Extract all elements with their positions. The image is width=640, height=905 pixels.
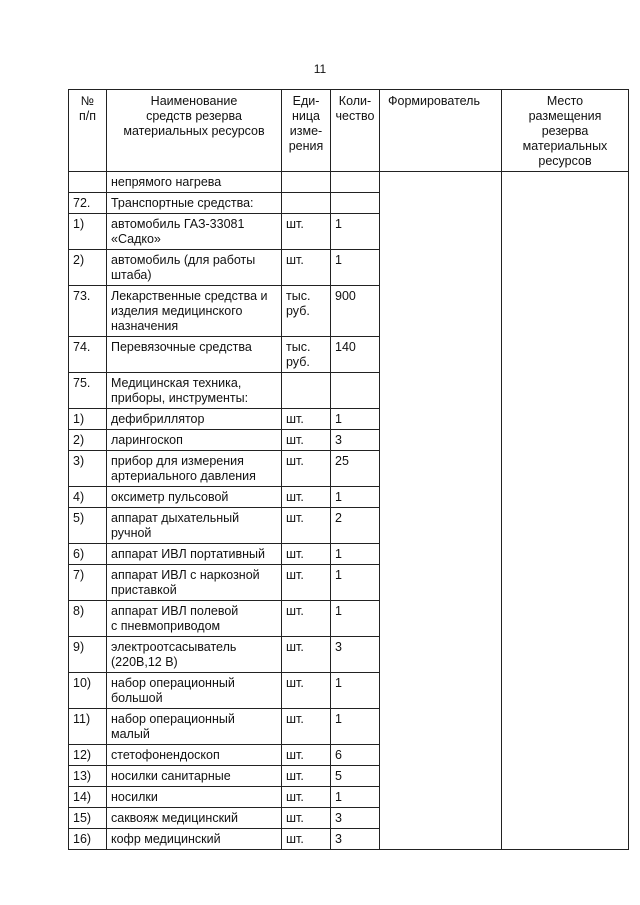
- row-unit: шт.: [282, 601, 331, 637]
- row-num: 2): [69, 250, 107, 286]
- row-unit: шт.: [282, 808, 331, 829]
- row-unit: шт.: [282, 829, 331, 850]
- row-num: [69, 172, 107, 193]
- row-unit: шт.: [282, 709, 331, 745]
- place-cell: [502, 172, 629, 850]
- row-unit: шт.: [282, 787, 331, 808]
- table-row: [69, 172, 629, 193]
- row-num: 1): [69, 214, 107, 250]
- row-qty: 3: [331, 808, 380, 829]
- row-num: 74.: [69, 337, 107, 373]
- row-unit: шт.: [282, 409, 331, 430]
- row-name: автомобиль (для работы штаба): [107, 250, 282, 286]
- row-num: 4): [69, 487, 107, 508]
- row-num: 13): [69, 766, 107, 787]
- row-name: носилки санитарные: [107, 766, 282, 787]
- table-header-row: [69, 90, 629, 172]
- row-qty: [331, 373, 380, 409]
- maker-cell: [380, 172, 502, 850]
- row-unit: шт.: [282, 214, 331, 250]
- header-name: Наименование средств резерва материальных ресурсов: [107, 90, 282, 172]
- row-num: 15): [69, 808, 107, 829]
- row-unit: шт.: [282, 451, 331, 487]
- row-qty: 3: [331, 829, 380, 850]
- row-unit: шт.: [282, 508, 331, 544]
- row-unit: тыс. руб.: [282, 337, 331, 373]
- row-name: саквояж медицинский: [107, 808, 282, 829]
- table-body: [69, 172, 629, 850]
- row-num: 11): [69, 709, 107, 745]
- row-num: 72.: [69, 193, 107, 214]
- row-qty: 1: [331, 709, 380, 745]
- row-num: 8): [69, 601, 107, 637]
- row-num: 3): [69, 451, 107, 487]
- row-qty: 1: [331, 487, 380, 508]
- row-num: 6): [69, 544, 107, 565]
- reserve-table: [68, 89, 629, 850]
- row-qty: 3: [331, 637, 380, 673]
- row-qty: 1: [331, 673, 380, 709]
- row-qty: 1: [331, 214, 380, 250]
- row-unit: шт.: [282, 565, 331, 601]
- row-name: прибор для измерения артериального давления: [107, 451, 282, 487]
- row-num: 7): [69, 565, 107, 601]
- row-qty: 1: [331, 250, 380, 286]
- row-unit: шт.: [282, 430, 331, 451]
- header-unit: Еди- ница изме- рения: [282, 90, 331, 172]
- row-qty: [331, 172, 380, 193]
- row-qty: 3: [331, 430, 380, 451]
- row-name: аппарат ИВЛ полевой с пневмоприводом: [107, 601, 282, 637]
- row-name: аппарат дыхательный ручной: [107, 508, 282, 544]
- row-qty: 2: [331, 508, 380, 544]
- row-qty: [331, 193, 380, 214]
- header-num: № п/п: [69, 90, 107, 172]
- row-num: 73.: [69, 286, 107, 337]
- row-num: 16): [69, 829, 107, 850]
- row-unit: тыс. руб.: [282, 286, 331, 337]
- row-unit: шт.: [282, 673, 331, 709]
- row-qty: 1: [331, 787, 380, 808]
- row-name: набор операционный большой: [107, 673, 282, 709]
- row-unit: шт.: [282, 544, 331, 565]
- row-name: стетофонендоскоп: [107, 745, 282, 766]
- row-qty: 25: [331, 451, 380, 487]
- row-name: носилки: [107, 787, 282, 808]
- page-number: 11: [313, 62, 327, 76]
- row-name: Лекарственные средства и изделия медицинского назначения: [107, 286, 282, 337]
- row-num: 14): [69, 787, 107, 808]
- row-qty: 5: [331, 766, 380, 787]
- row-name: автомобиль ГАЗ-33081 «Садко»: [107, 214, 282, 250]
- row-unit: шт.: [282, 637, 331, 673]
- header-maker: Формирователь: [380, 90, 502, 172]
- row-qty: 900: [331, 286, 380, 337]
- row-num: 1): [69, 409, 107, 430]
- row-unit: шт.: [282, 766, 331, 787]
- row-unit: [282, 373, 331, 409]
- header-place: Место размещения резерва материальных ресурсов: [502, 90, 629, 172]
- row-unit: [282, 172, 331, 193]
- row-qty: 1: [331, 565, 380, 601]
- row-name: Транспортные средства:: [107, 193, 282, 214]
- row-unit: шт.: [282, 250, 331, 286]
- row-num: 12): [69, 745, 107, 766]
- row-num: 2): [69, 430, 107, 451]
- row-name: аппарат ИВЛ с наркозной приставкой: [107, 565, 282, 601]
- row-num: 10): [69, 673, 107, 709]
- row-qty: 1: [331, 601, 380, 637]
- row-name: дефибриллятор: [107, 409, 282, 430]
- row-name: набор операционный малый: [107, 709, 282, 745]
- row-unit: шт.: [282, 745, 331, 766]
- row-name: Медицинская техника, приборы, инструменты:: [107, 373, 282, 409]
- row-num: 75.: [69, 373, 107, 409]
- row-name: оксиметр пульсовой: [107, 487, 282, 508]
- row-qty: 1: [331, 409, 380, 430]
- row-qty: 1: [331, 544, 380, 565]
- row-qty: 6: [331, 745, 380, 766]
- row-unit: [282, 193, 331, 214]
- row-name: Перевязочные средства: [107, 337, 282, 373]
- row-unit: шт.: [282, 487, 331, 508]
- row-name: ларингоскоп: [107, 430, 282, 451]
- row-name: аппарат ИВЛ портативный: [107, 544, 282, 565]
- row-name: кофр медицинский: [107, 829, 282, 850]
- header-qty: Коли- чество: [331, 90, 380, 172]
- row-qty: 140: [331, 337, 380, 373]
- row-name: электроотсасыватель (220В,12 В): [107, 637, 282, 673]
- row-num: 9): [69, 637, 107, 673]
- row-num: 5): [69, 508, 107, 544]
- row-name: непрямого нагрева: [107, 172, 282, 193]
